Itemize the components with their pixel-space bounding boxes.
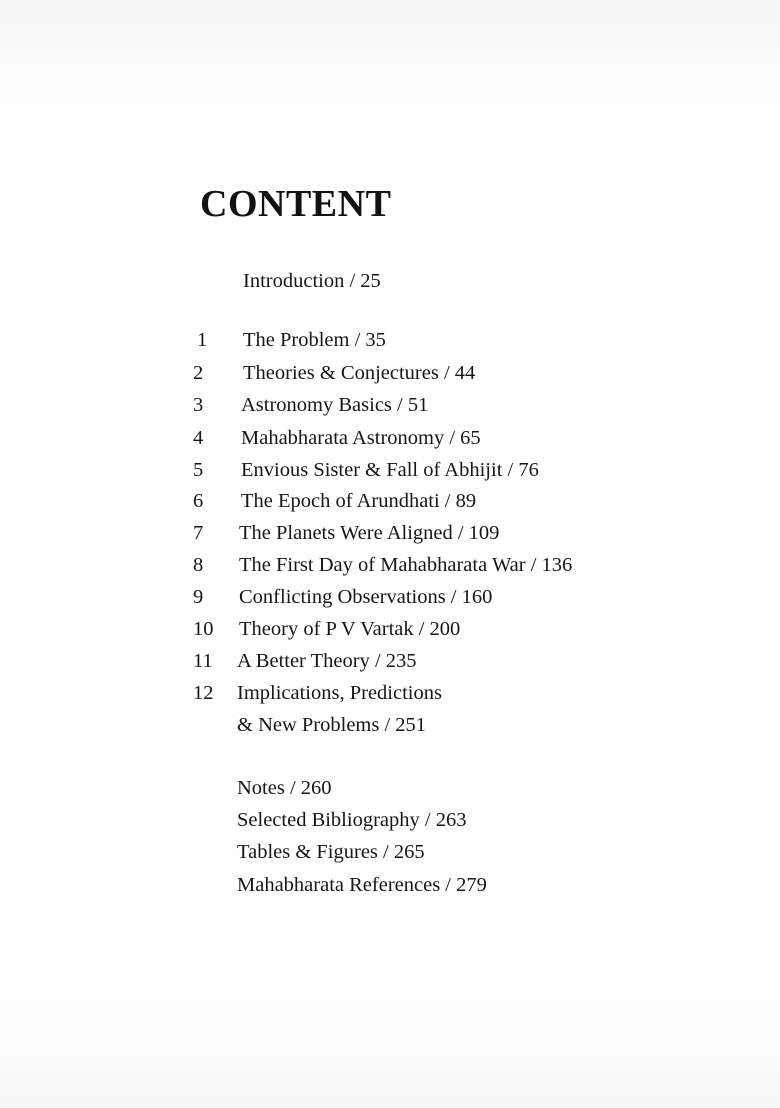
chapter-number: 3 [193,394,204,416]
chapter-number: 6 [193,490,204,512]
toc-introduction: Introduction / 25 [243,270,381,292]
chapter-title: The First Day of Mahabharata War / 136 [239,554,573,576]
chapter-title: Conflicting Observations / 160 [239,586,493,608]
chapter-title: The Problem / 35 [243,329,386,351]
chapter-title: Astronomy Basics / 51 [241,394,429,416]
chapter-title: Theory of P V Vartak / 200 [239,618,461,640]
chapter-number: 5 [193,459,204,481]
chapter-title: Mahabharata Astronomy / 65 [241,427,481,449]
back-matter-item: Mahabharata References / 279 [237,874,487,896]
chapter-number: 8 [193,554,204,576]
back-matter-item: Tables & Figures / 265 [237,841,425,863]
chapter-number: 10 [193,618,214,640]
chapter-number: 1 [197,329,208,351]
chapter-title: A Better Theory / 235 [237,650,417,672]
chapter-title: The Planets Were Aligned / 109 [239,522,500,544]
chapter-number: 4 [193,427,204,449]
chapter-title: Implications, Predictions [237,682,442,704]
chapter-number: 2 [193,362,204,384]
chapter-title: Theories & Conjectures / 44 [243,362,476,384]
chapter-number: 11 [193,650,213,672]
chapter-number: 12 [193,682,214,704]
chapter-number: 9 [193,586,204,608]
chapter-title-continuation: & New Problems / 251 [237,714,427,736]
page-title: CONTENT [200,183,392,225]
chapter-number: 7 [193,522,204,544]
chapter-title: Envious Sister & Fall of Abhijit / 76 [241,459,539,481]
back-matter-item: Notes / 260 [237,777,332,799]
back-matter-item: Selected Bibliography / 263 [237,809,467,831]
chapter-title: The Epoch of Arundhati / 89 [241,490,477,512]
